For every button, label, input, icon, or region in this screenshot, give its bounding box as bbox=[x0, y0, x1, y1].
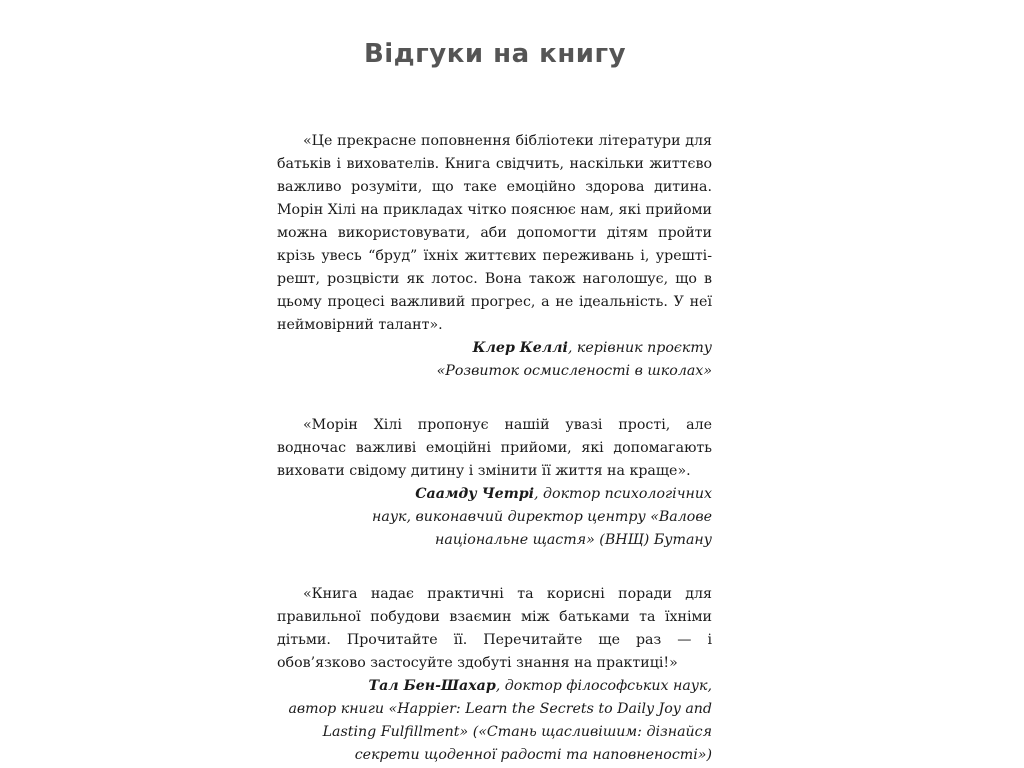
attribution-line: секрети щоденної радості та наповненості») bbox=[354, 747, 712, 763]
review-attribution bbox=[277, 483, 712, 552]
attribution-line: національне щастя» (ВНЩ) Бутану bbox=[435, 532, 712, 548]
author-role: , доктор філософських наук, bbox=[495, 678, 712, 694]
attribution-line: Lasting Fulfillment» («Стань щасливішим: дізнайся bbox=[322, 724, 712, 740]
attribution-line bbox=[277, 675, 712, 698]
review-item bbox=[277, 130, 712, 383]
review-item bbox=[277, 414, 712, 552]
author-role: , доктор психологічних bbox=[534, 486, 712, 502]
attribution-line: автор книги «Happier: Learn the Secrets to Daily Joy and bbox=[288, 701, 712, 717]
review-quote: «Це прекрасне поповнення бібліотеки літератури для батьків і вихователів. Книга свідчить, наскільки життєво важливо розуміти, що таке емоційно здорова дитина. Морін Хілі на прикладах чітко пояснює нам, які прийоми можна використовувати, аби допомогти дітям пройти крізь увесь “бруд” їхніх життєвих переживань і, урешті-решт, розцвісти як лотос. Вона також наголошує, що в цьому процесі важливий прогрес, а не ідеальність. У неї неймовірний талант». bbox=[277, 133, 712, 333]
reviews-list bbox=[277, 130, 712, 767]
attribution-line bbox=[277, 337, 712, 360]
attribution-line bbox=[277, 483, 712, 506]
author-role: , керівник проєкту bbox=[567, 340, 712, 356]
attribution-line: наук, виконавчий директор центру «Валове bbox=[372, 509, 712, 525]
review-item bbox=[277, 583, 712, 767]
author-name: Клер Келлі bbox=[472, 340, 568, 356]
review-attribution bbox=[277, 337, 712, 383]
author-name: Саамду Четрі bbox=[415, 486, 535, 502]
page-title: Відгуки на книгу bbox=[363, 39, 627, 70]
author-name: Тал Бен-Шахар bbox=[368, 678, 496, 694]
review-quote: «Книга надає практичні та корисні поради для правильної побудови взаємин між батьками та їхніми дітьми. Прочитайте її. Перечитайте ще раз — і обов’язково застосуйте здобуті знання на практиці!» bbox=[277, 586, 712, 671]
review-attribution bbox=[277, 675, 712, 767]
attribution-line: «Розвиток осмисленості в школах» bbox=[436, 363, 712, 379]
review-quote: «Морін Хілі пропонує нашій увазі прості, але водночас важливі емоційні прийоми, які допомагають виховати свідому дитину і змінити її життя на краще». bbox=[277, 417, 712, 479]
